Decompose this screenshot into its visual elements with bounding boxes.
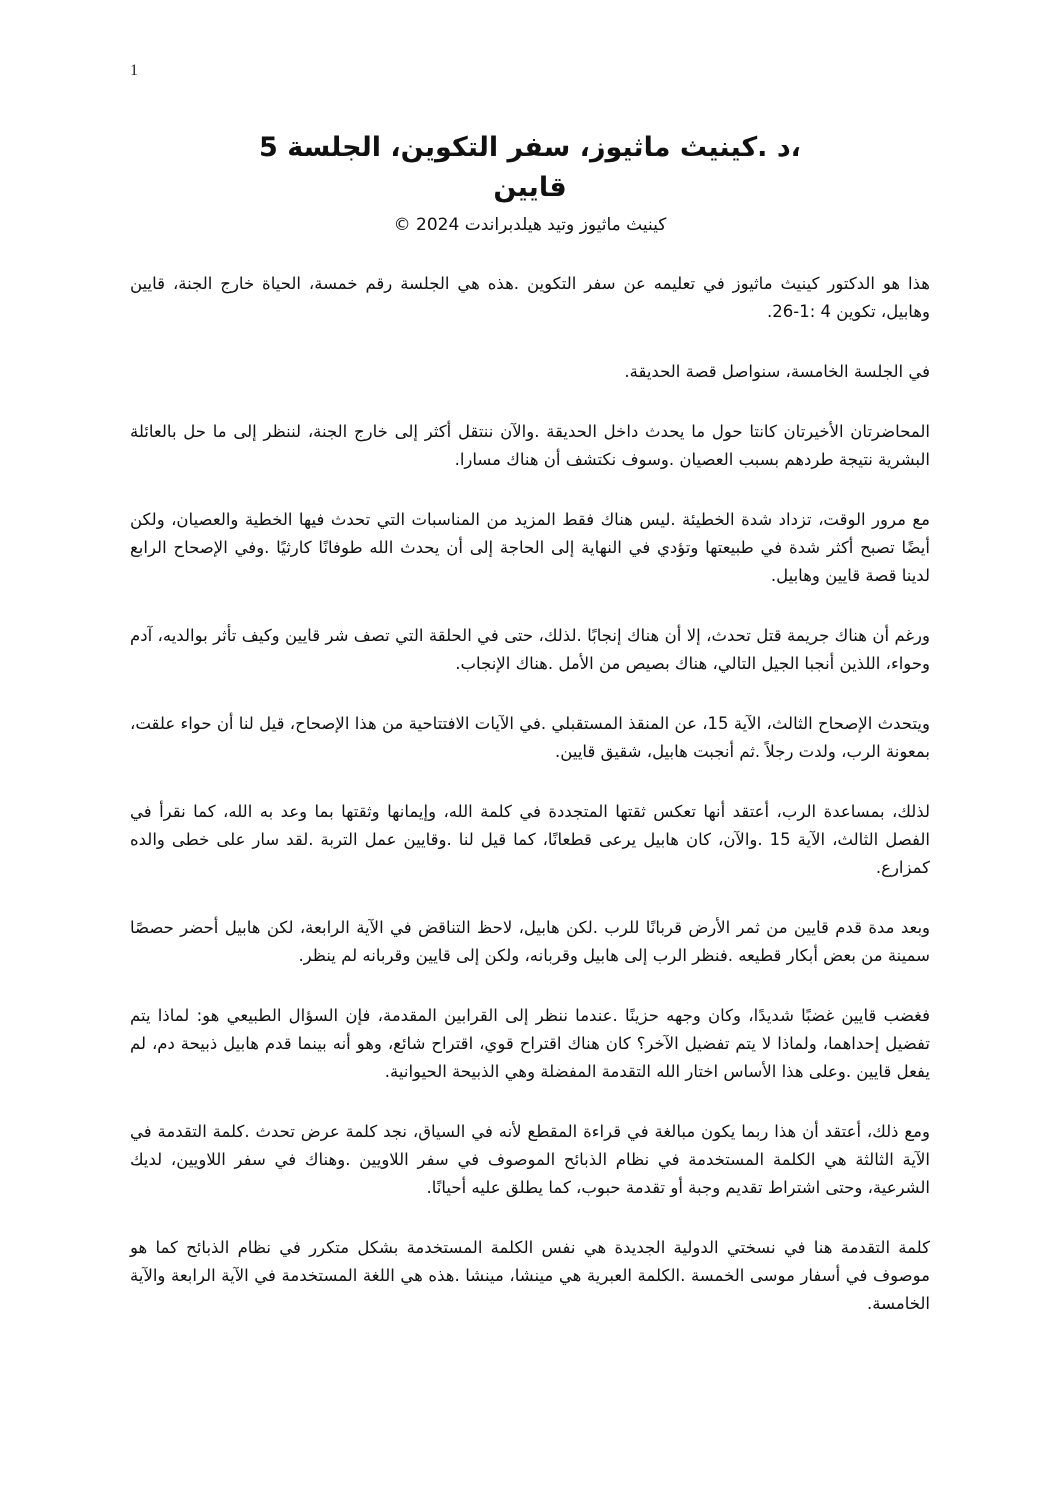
page-number: 1 xyxy=(130,62,138,79)
page-title: ،د .كينيث ماثيوز، سفر التكوين، الجلسة 5 xyxy=(259,132,801,163)
paragraph-8: وبعد مدة قدم قايين من ثمر الأرض قربانًا للرب .لكن هابيل، لاحظ التناقض في الآية الرابعة، لكن هابيل أحضر حصصًا سمينة من بعض أبكار قطيعه .فنظر الرب إلى هابيل وقربانه، ولكن إلى قايين وقربانه لم ينظر. xyxy=(130,918,930,965)
paragraph-1: هذا هو الدكتور كينيث ماثيوز في تعليمه عن سفر التكوين .هذه هي الجلسة رقم خمسة، الحياة خارج الجنة، قايين وهابيل، تكوين 4 :1-26. xyxy=(130,274,930,321)
title-block xyxy=(130,128,930,238)
paragraph-6: ويتحدث الإصحاح الثالث، الآية 15، عن المنقذ المستقبلي .في الآيات الافتتاحية من هذا الإصحاح، قيل لنا أن حواء علقت، بمعونة الرب، ولدت رجلاً .ثم أنجبت هابيل، شقيق قايين. xyxy=(130,714,930,761)
paragraph-10: ومع ذلك، أعتقد أن هذا ربما يكون مبالغة في قراءة المقطع لأنه في السياق، نجد كلمة عرض تحدث .كلمة التقدمة في الآية الثالثة هي الكلمة المستخدمة في نظام الذبائح الموصوف في سفر اللاويين .وهناك في سفر اللاويين، لديك الشرعية، وحتى اشتراط تقديم وجبة أو تقدمة حبوب، كما يطلق عليه أحيانًا. xyxy=(130,1122,930,1197)
page-subtitle: قايين xyxy=(493,172,567,203)
paragraph-5: ورغم أن هناك جريمة قتل تحدث، إلا أن هناك إنجابًا .لذلك، حتى في الحلقة التي تصف شر قايين وكيف تأثر بوالديه، آدم وحواء، اللذين أنجبا الجيل التالي، هناك بصيص من الأمل .هناك الإنجاب. xyxy=(130,626,930,673)
paragraph-9: فغضب قايين غضبًا شديدًا، وكان وجهه حزينًا .عندما ننظر إلى القرابين المقدمة، فإن السؤال الطبيعي هو: لماذا يتم تفضيل إحداهما، ولماذا لا يتم تفضيل الآخر؟ كان هناك اقتراح قوي، اقتراح شائع، وهو أنه بينما قدم هابيل ذبيحة دم، لم يفعل قايين .وعلى هذا الأساس اختار الله التقدمة المفضلة وهي الذبيحة الحيوانية. xyxy=(130,1006,930,1081)
paragraph-3: المحاضرتان الأخيرتان كانتا حول ما يحدث داخل الحديقة .والآن ننتقل أكثر إلى خارج الجنة، لننظر إلى ما حل بالعائلة البشرية نتيجة طردهم بسبب العصيان .وسوف نكتشف أن هناك مسارا. xyxy=(130,422,930,469)
paragraph-11: كلمة التقدمة هنا في نسختي الدولية الجديدة هي نفس الكلمة المستخدمة بشكل متكرر في نظام الذبائح كما هو موصوف في أسفار موسى الخمسة .الكلمة العبرية هي مينشا، مينشا .هذه هي اللغة المستخدمة في الآية الرابعة والآية الخامسة. xyxy=(130,1238,930,1313)
copyright-line: كينيث ماثيوز وتيد هيلدبراندت 2024 © xyxy=(393,215,667,235)
paragraph-4: مع مرور الوقت، تزداد شدة الخطيئة .ليس هناك فقط المزيد من المناسبات التي تحدث فيها الخطية والعصيان، ولكن أيضًا تصبح أكثر شدة في طبيعتها وتؤدي في النهاية إلى الحاجة إلى أن يحدث الله طوفانًا كارثيًا .وفي الإصحاح الرابع لدينا قصة قايين وهابيل. xyxy=(130,510,930,585)
paragraph-7: لذلك، بمساعدة الرب، أعتقد أنها تعكس ثقتها المتجددة في كلمة الله، وإيمانها وثقتها بما وعد به الله، كما نقرأ في الفصل الثالث، الآية 15 .والآن، كان هابيل يرعى قطعانًا، كما قيل لنا .وقايين عمل التربة .لقد سار على خطى والده كمزارع. xyxy=(130,802,930,877)
paragraph-2: في الجلسة الخامسة، سنواصل قصة الحديقة. xyxy=(624,362,930,381)
document-body xyxy=(130,270,930,1350)
